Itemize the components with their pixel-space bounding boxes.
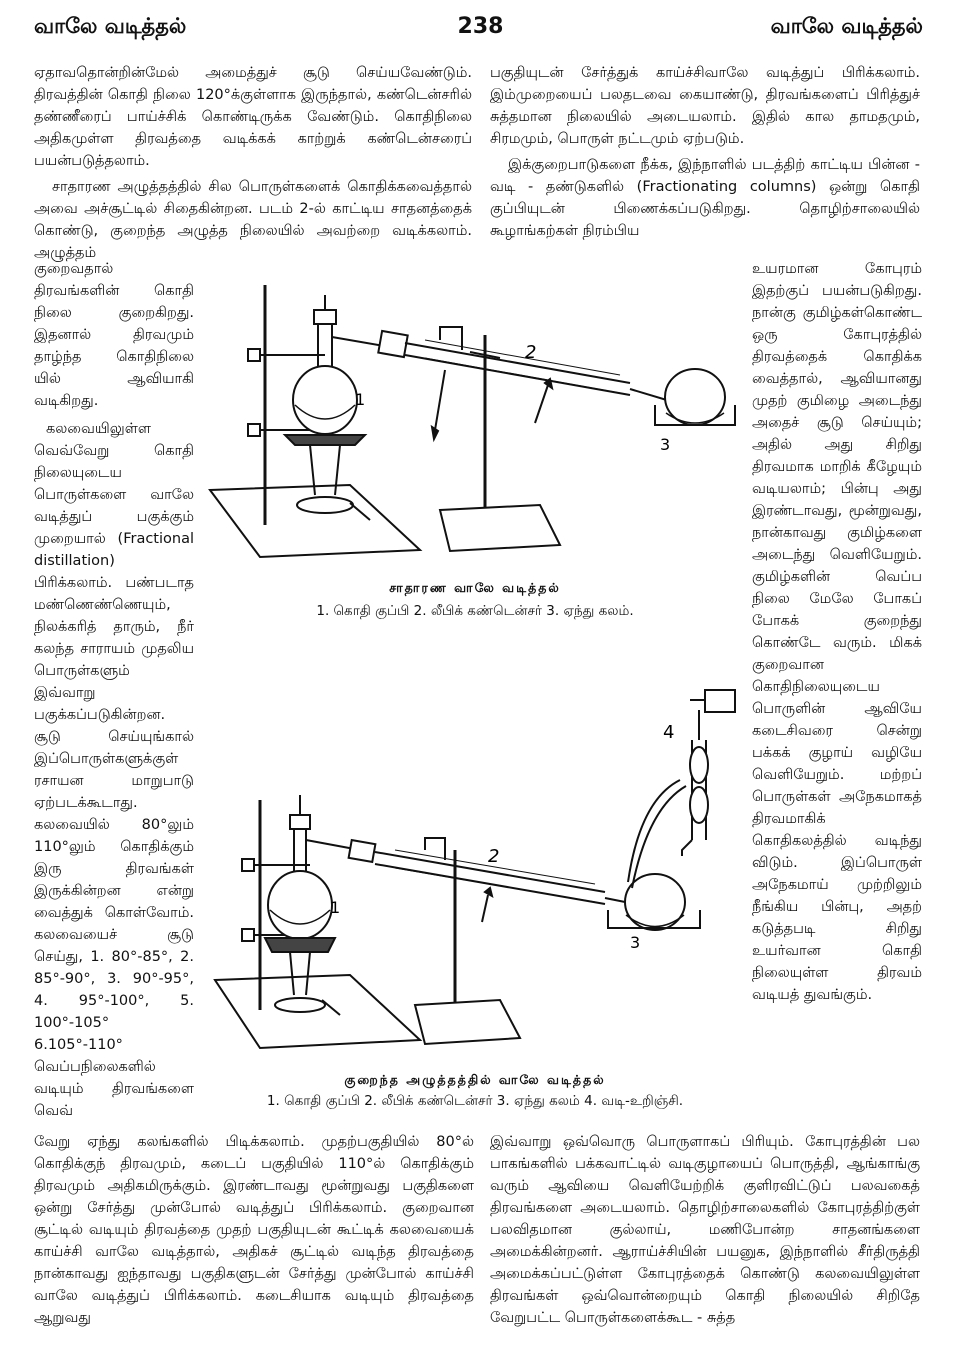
figure-label: 3	[630, 933, 641, 952]
figure-caption: 1. கொதி குப்பி 2. லீபிக் கண்டென்சர் 3. ஏந்து கலம்.	[316, 603, 634, 619]
figure-label: 1	[330, 898, 341, 917]
paragraph: வேறு ஏந்து கலங்களில் பிடிக்கலாம். முதற்பகுதியில் 80°ல் கொதிக்குந் திரவமும், கடைப் பகுதியில் 110°ல் கொதிக்கும் திரவமும் அதிகமிருக்கும். இரண்டாவது மூன்றுவது பகுதிகளை ஒன்று சேர்த்து முன்போல் வடித்துப் பிரிக்கலாம். குறைவான சூட்டில் வடியும் திரவத்தை முதற் பகுதியுடன் கூட்டிக் கலவையைக் காய்ச்சி வாலே வடித்தால், அதிகச் சூட்டில் வடிந்த திரவத்தை நான்காவது ஐந்தாவது பகுதிகளுடன் சேர்த்து முன்போல் காய்ச்சி வாலே வடித்துப் பிரிக்கலாம். கடைசியாக வடியும் திரவத்தை ஆறுவது	[34, 1134, 474, 1326]
text-block-top-left	[34, 62, 472, 268]
paragraph: ஏதாவதொன்றின்மேல் அமைத்துச் சூடு செய்யவேண்டும். திரவத்தின் கொதி நிலை 120°க்குள்ளாக இருந்தால், கண்டென்சரில் தண்ணீரைப் பாய்ச்சிக் கொண்டிருக்க வேண்டும். கொதிநிலை அதிகமுள்ள திரவத்தை வடிக்கக் காற்றுக் கண்டென்சரைப் பயன்படுத்தலாம்.	[34, 65, 472, 169]
paragraph: கலவையிலுள்ள வெவ்வேறு கொதி நிலையுடைய பொருள்களை வாலே வடித்துப் பகுக்கும் முறையால் (Fractional distillation) பிரிக்கலாம். பண்படாத மண்ணெண்ணெயும், நிலக்கரித் தாரும், நீர் கலந்த சாராயம் முதலிய பொருள்களும் இவ்வாறு பகுக்கப்படுகின்றன. சூடு செய்யுங்கால் இப்பொருள்களுக்குள் ரசாயன மாறுபாடு ஏற்படக்கூடாது. கலவையில் 80°லும் 110°லும் கொதிக்கும் இரு திரவங்கள் இருக்கின்றன என்று வைத்துக் கொள்வோம். கலவையைச் சூடு செய்து, 1. 80°-85°, 2. 85°-90°, 3. 90°-95°, 4. 95°-100°, 5. 100°-105° 6.105°-110° வெப்பநிலைகளில் வடியும் திரவங்களை வெவ்	[34, 421, 194, 1119]
running-header-right: வாலே வடித்தல்	[770, 14, 923, 38]
figure-reduced-pressure-distillation	[200, 670, 750, 1070]
paragraph: இவ்வாறு ஒவ்வொரு பொருளாகப் பிரியும். கோபுரத்தின் பல பாகங்களில் பக்கவாட்டில் வடிகுழாயைப் பொருத்தி, ஆங்காங்கு வரும் ஆவியை வெளியேற்றிக் குளிரவிட்டுப் பலவகைத் திரவங்களை அடையலாம். தொழிற்சாலைகளில் கோபுரத்திற்குள் பலவிதமான குல்லாய், மணிபோன்ற சாதனங்களை அமைக்கின்றனர். ஆராய்ச்சியின் பயனுக, இந்நாளில் சீர்திருத்தி அமைக்கப்பட்டுள்ள கோபுரத்தைக் கொண்டு கலவையிலுள்ள திரவங்கள் ஒவ்வொன்றையும் கொதி நிலையில் சிறிதே வேறுபட்ட பொருள்களைக்கூட - சுத்த	[490, 1134, 920, 1326]
figure-simple-distillation	[200, 255, 745, 575]
figure-label: 1	[355, 390, 366, 409]
paragraph: இக்குறைபாடுகளை நீக்க, இந்நாளில் படத்திற் காட்டிய பின்ன - வடி - தண்டுகளில் (Fractionating columns) ஒன்று கொதி குப்பியுடன் பிணைக்கப்படுகிறது. தொழிற்சாலையில் கூழாங்கற்கள் நிரம்பிய	[490, 157, 920, 239]
figure-title: சாதாரண வாலே வடித்தல்	[389, 580, 561, 595]
page-number: 238	[457, 14, 504, 39]
figure-caption: 1. கொதி குப்பி 2. லீபிக் கண்டென்சர் 3. ஏந்து கலம் 4. வடி-உறிஞ்சி.	[266, 1093, 684, 1109]
figure-label: 3	[660, 435, 671, 454]
running-header-left: வாலே வடித்தல்	[34, 14, 187, 38]
figure-title: குறைந்த அழுத்தத்தில் வாலே வடித்தல்	[344, 1072, 606, 1087]
figure-label: 4	[663, 722, 675, 743]
paragraph: உயரமான கோபுரம் இதற்குப் பயன்படுகிறது. நான்கு குமிழ்கள்கொண்ட ஒரு கோபுரத்தில் திரவத்தைக் கொதிக்க வைத்தால், ஆவியானது முதற் குமிழை அடைந்து அதைச் சூடு செய்யும்; அதில் அது சிறிது திரவமாக மாறிக் கீழேயும் வடியலாம்; பின்பு அது இரண்டாவது, மூன்றுவது, நான்காவது குமிழ்களை அடைந்து வெளியேறும். குமிழ்களின் வெப்ப நிலை மேலே போகப் போகக் குறைந்து கொண்டே வரும். மிகக் குறைவான கொதிநிலையுடைய பொருளின் ஆவியே கடைசிவரை சென்று பக்கக் குழாய் வழியே வெளியேறும். மற்றப் பொருள்கள் அநேகமாகத் திரவமாகிக் கொதிகலத்தில் வடிந்து விடும். இப்பொருள் அநேகமாய் முற்றிலும் நீங்கிய பின்பு, அதற் கடுத்தபடி சிறிது உயர்வான கொதி நிலையுள்ள திரவம் வடியத் துவங்கும்.	[752, 261, 922, 1003]
text-block-top-right	[490, 62, 920, 246]
paragraph: பகுதியுடன் சேர்த்துக் காய்ச்சிவாலே வடித்துப் பிரிக்கலாம். இம்முறையைப் பலதடவை கையாண்டு, திரவங்களைப் பிரித்துச் சுத்தமான நிலையில் அடையலாம். இதில் கால தாமதமும், சிரமமும், பொருள் நட்டமும் ஏற்படும்.	[490, 65, 920, 147]
text-column-left-narrow	[34, 258, 194, 1128]
text-block-bottom-right	[490, 1131, 920, 1333]
figure-label: 2	[488, 846, 500, 867]
paragraph: சாதாரண அழுத்தத்தில் சில பொருள்களைக் கொதிக்கவைத்தால் அவை அச்சூட்டில் சிதைகின்றன. படம் 2-ல் காட்டிய சாதனத்தைக் கொண்டு, குறைந்த அழுத்த நிலையில் அவற்றை வடிக்கலாம். அழுத்தம்	[34, 179, 472, 261]
paragraph: குறைவதால் திரவங்களின் கொதி நிலை குறைகிறது. இதனால் திரவமும் தாழ்ந்த கொதிநிலை யில் ஆவியாகி வடிகிறது.	[34, 261, 194, 409]
figure-label: 2	[525, 342, 537, 363]
text-block-bottom-left	[34, 1131, 474, 1333]
text-column-right-narrow	[752, 258, 922, 1012]
